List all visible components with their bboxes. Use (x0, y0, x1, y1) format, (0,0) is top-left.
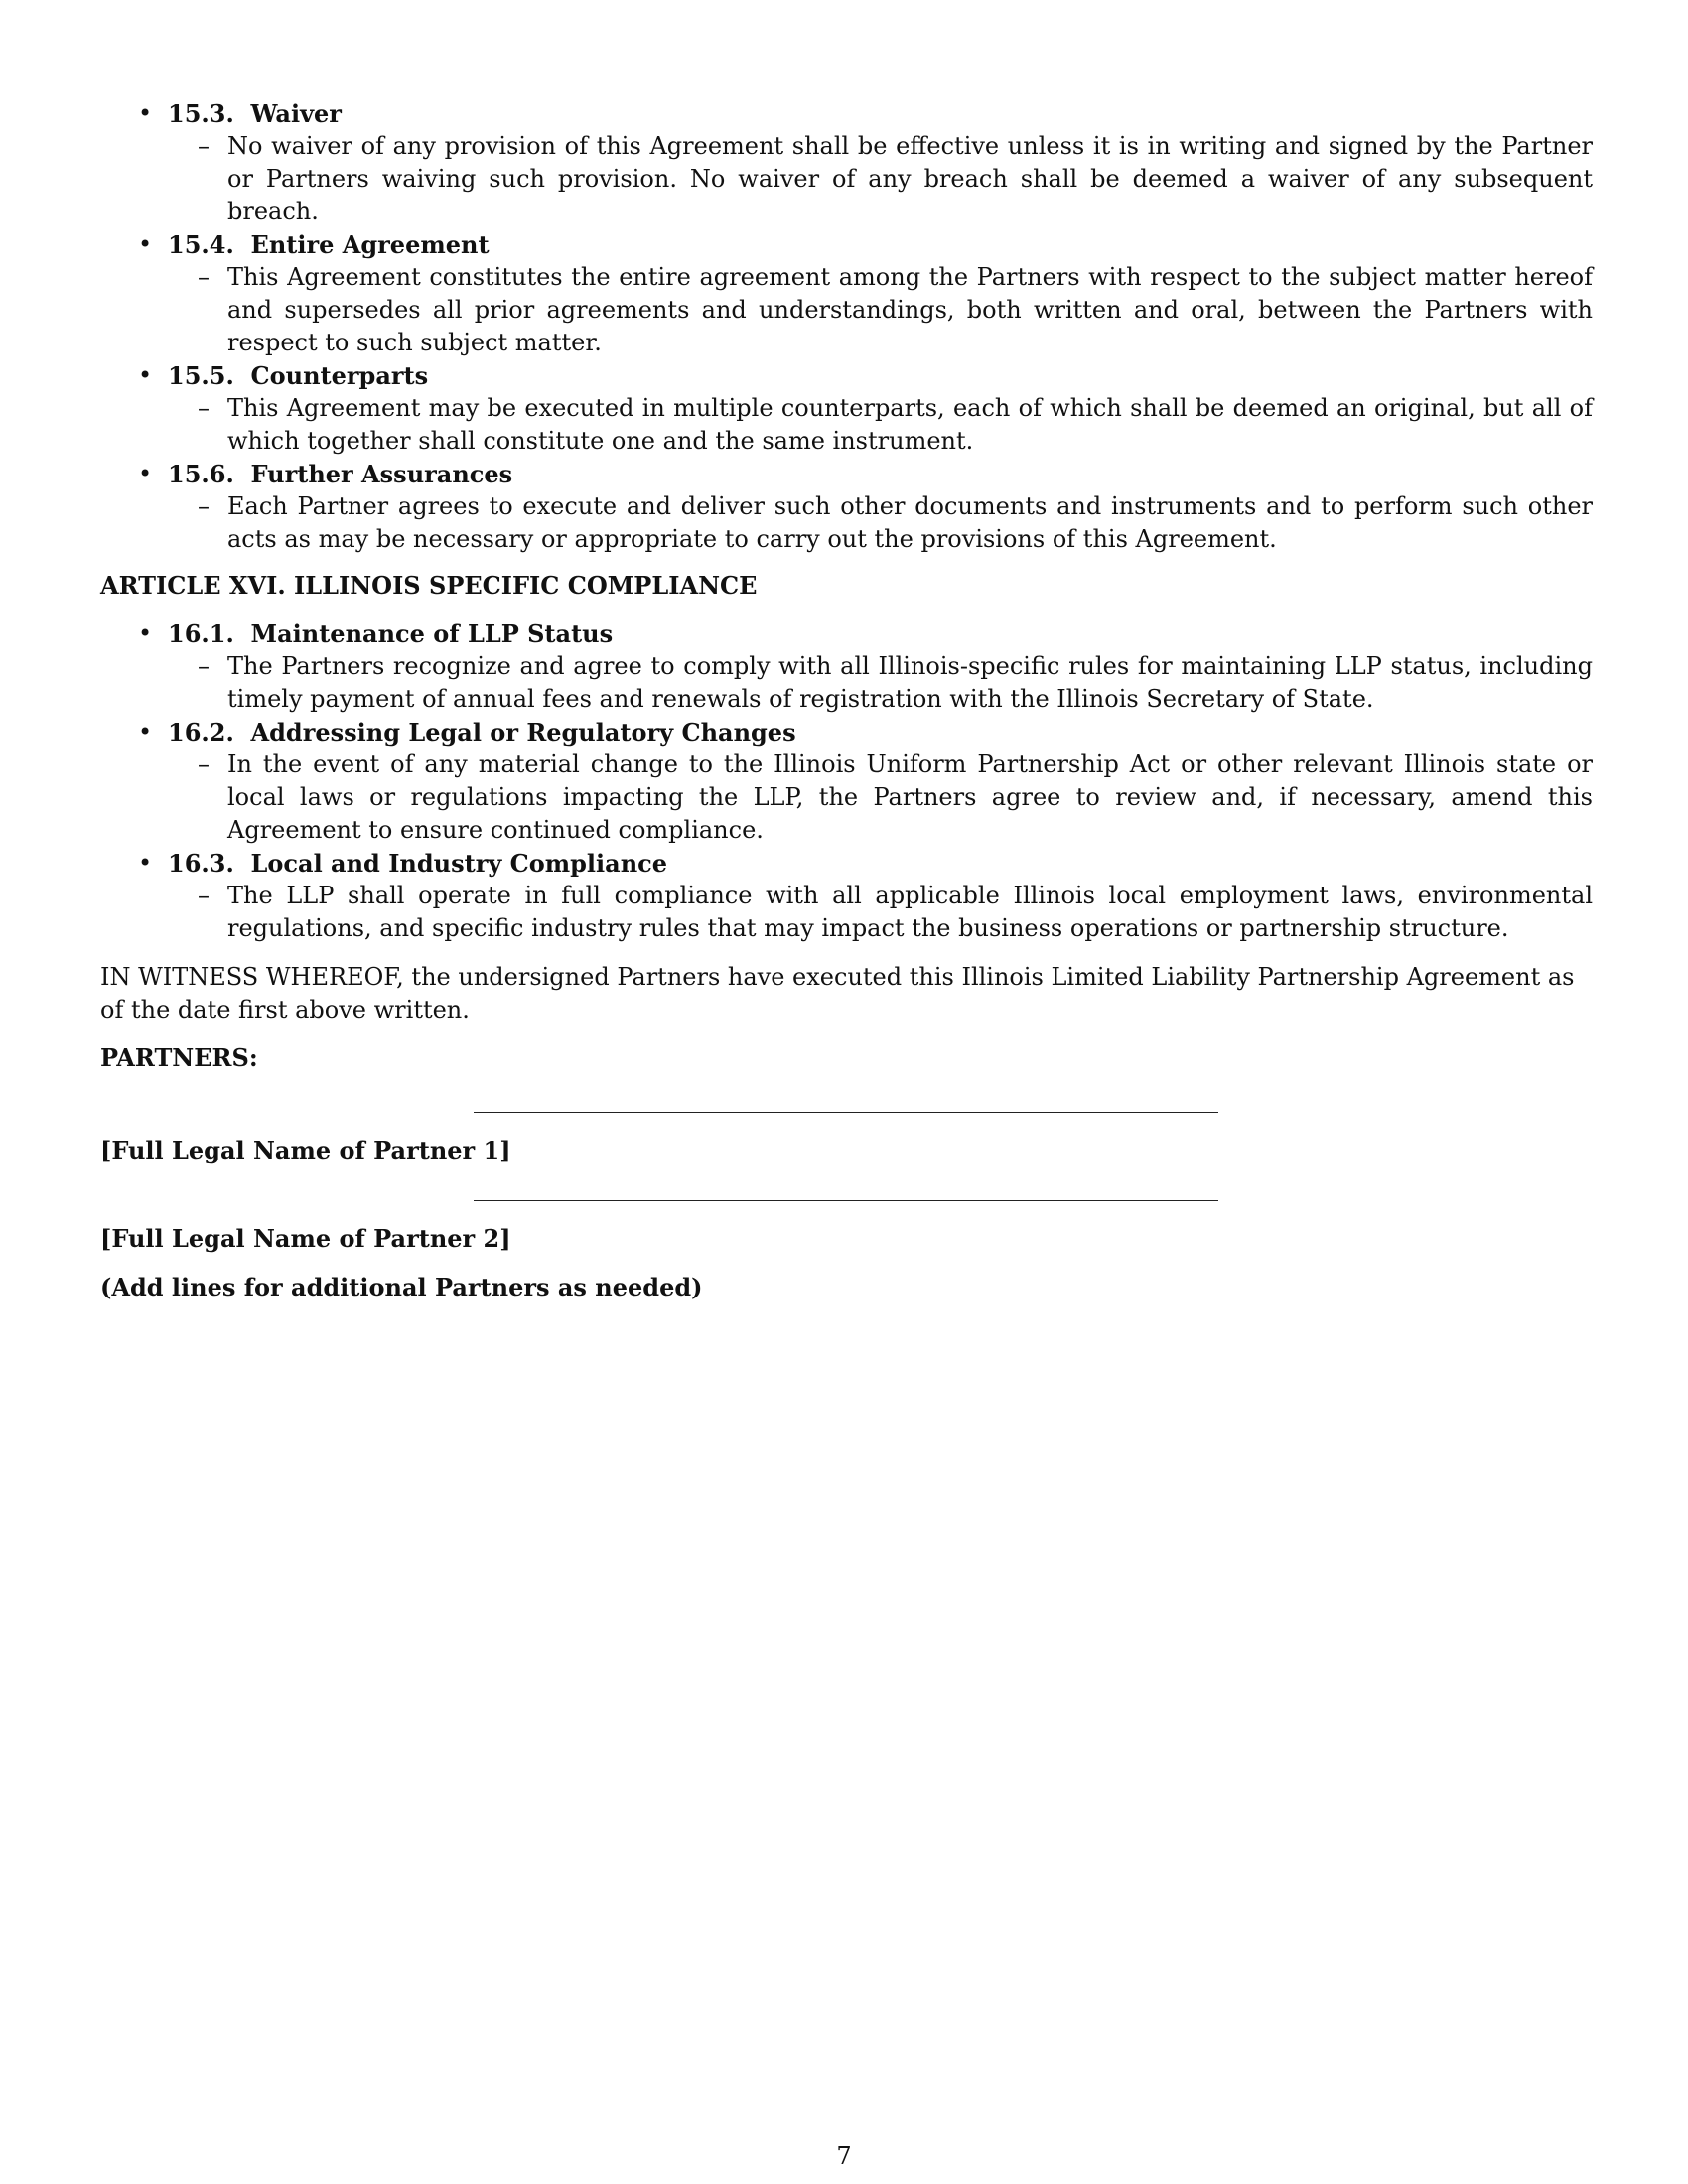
section-body (168, 650, 1593, 716)
section-number: 16.1. (168, 619, 234, 648)
document-page (100, 97, 1593, 1303)
section-body (168, 392, 1593, 458)
signature-line-partner-2 (474, 1200, 1218, 1201)
section-body (168, 490, 1593, 556)
section-body (168, 130, 1593, 228)
article-heading: ARTICLE XVI. ILLINOIS SPECIFIC COMPLIANCE (100, 571, 758, 600)
section-15-3 (100, 97, 1593, 228)
section-title-text: Waiver (250, 99, 342, 128)
section-title (138, 617, 1590, 650)
section-title-text: Addressing Legal or Regulatory Changes (250, 718, 796, 747)
additional-partners-note: (Add lines for additional Partners as needed) (100, 1273, 703, 1301)
section-title (138, 847, 1590, 880)
section-15-5 (100, 359, 1593, 458)
section-text: In the event of any material change to the Illinois Uniform Partnership Act or other relevant Illinois state or local laws or regulations impacting the LLP, the Partners agree to review and, if necessary, amend this Agreement to ensure continued compliance. (227, 751, 1593, 844)
section-text: Each Partner agrees to execute and deliver such other documents and instruments and to perform such other acts as may be necessary or appropriate to carry out the provisions of this Agreement. (227, 492, 1593, 553)
dash-icon: – (198, 882, 210, 909)
dash-icon: – (198, 263, 210, 291)
section-title (138, 359, 1590, 392)
dash-icon: – (198, 492, 210, 520)
partner-1-name: [Full Legal Name of Partner 1] (100, 1136, 511, 1164)
bullet-icon: • (138, 230, 153, 258)
section-number: 15.3. (168, 99, 234, 128)
dash-icon: – (198, 652, 210, 680)
section-number: 15.5. (168, 361, 234, 390)
partners-label: PARTNERS: (100, 1043, 258, 1072)
section-text: This Agreement may be executed in multiple counterparts, each of which shall be deemed an original, but all of which together shall constitute one and the same instrument. (227, 394, 1593, 455)
section-title-text: Maintenance of LLP Status (250, 619, 614, 648)
section-text: The LLP shall operate in full compliance with all applicable Illinois local employment laws, environmental regulations, and specific industry rules that may impact the business operations or partnership structure. (227, 882, 1593, 942)
section-title-text: Further Assurances (250, 460, 513, 488)
signature-line-partner-1 (474, 1112, 1218, 1113)
bullet-icon: • (138, 460, 153, 487)
section-15-4 (100, 228, 1593, 359)
partner-2-name: [Full Legal Name of Partner 2] (100, 1224, 511, 1253)
section-16-3 (100, 847, 1593, 945)
bullet-icon: • (138, 718, 153, 746)
section-16-2 (100, 716, 1593, 847)
witness-paragraph: IN WITNESS WHEREOF, the undersigned Partners have executed this Illinois Limited Liability Partnership Agreement as of the date first above written. (100, 963, 1575, 1024)
section-title (138, 97, 1590, 130)
page-number: 7 (836, 2142, 852, 2170)
dash-icon: – (198, 132, 210, 160)
section-title-text: Local and Industry Compliance (250, 849, 668, 878)
section-number: 15.6. (168, 460, 234, 488)
section-body (168, 749, 1593, 847)
section-text: The Partners recognize and agree to comply with all Illinois-specific rules for maintaining LLP status, including timely payment of annual fees and renewals of registration with the Illinois Secretary of State. (227, 652, 1593, 713)
bullet-icon: • (138, 99, 153, 127)
bullet-icon: • (138, 619, 153, 647)
bullet-icon: • (138, 849, 153, 877)
section-number: 15.4. (168, 230, 234, 259)
dash-icon: – (198, 394, 210, 422)
section-number: 16.3. (168, 849, 234, 878)
section-title (138, 458, 1590, 490)
section-number: 16.2. (168, 718, 234, 747)
section-body (168, 261, 1593, 359)
section-15-6 (100, 458, 1593, 556)
section-text: No waiver of any provision of this Agreement shall be effective unless it is in writing and signed by the Partner or Partners waiving such provision. No waiver of any breach shall be deemed a waiver of any subsequent breach. (227, 132, 1593, 225)
section-title-text: Entire Agreement (250, 230, 490, 259)
section-title (138, 716, 1590, 749)
section-title-text: Counterparts (250, 361, 429, 390)
section-title (138, 228, 1590, 261)
dash-icon: – (198, 751, 210, 778)
section-16-1 (100, 617, 1593, 716)
section-text: This Agreement constitutes the entire agreement among the Partners with respect to the subject matter hereof and supersedes all prior agreements and understandings, both written and oral, between the Partners with respect to such subject matter. (227, 263, 1593, 356)
bullet-icon: • (138, 361, 153, 389)
section-body (168, 880, 1593, 945)
